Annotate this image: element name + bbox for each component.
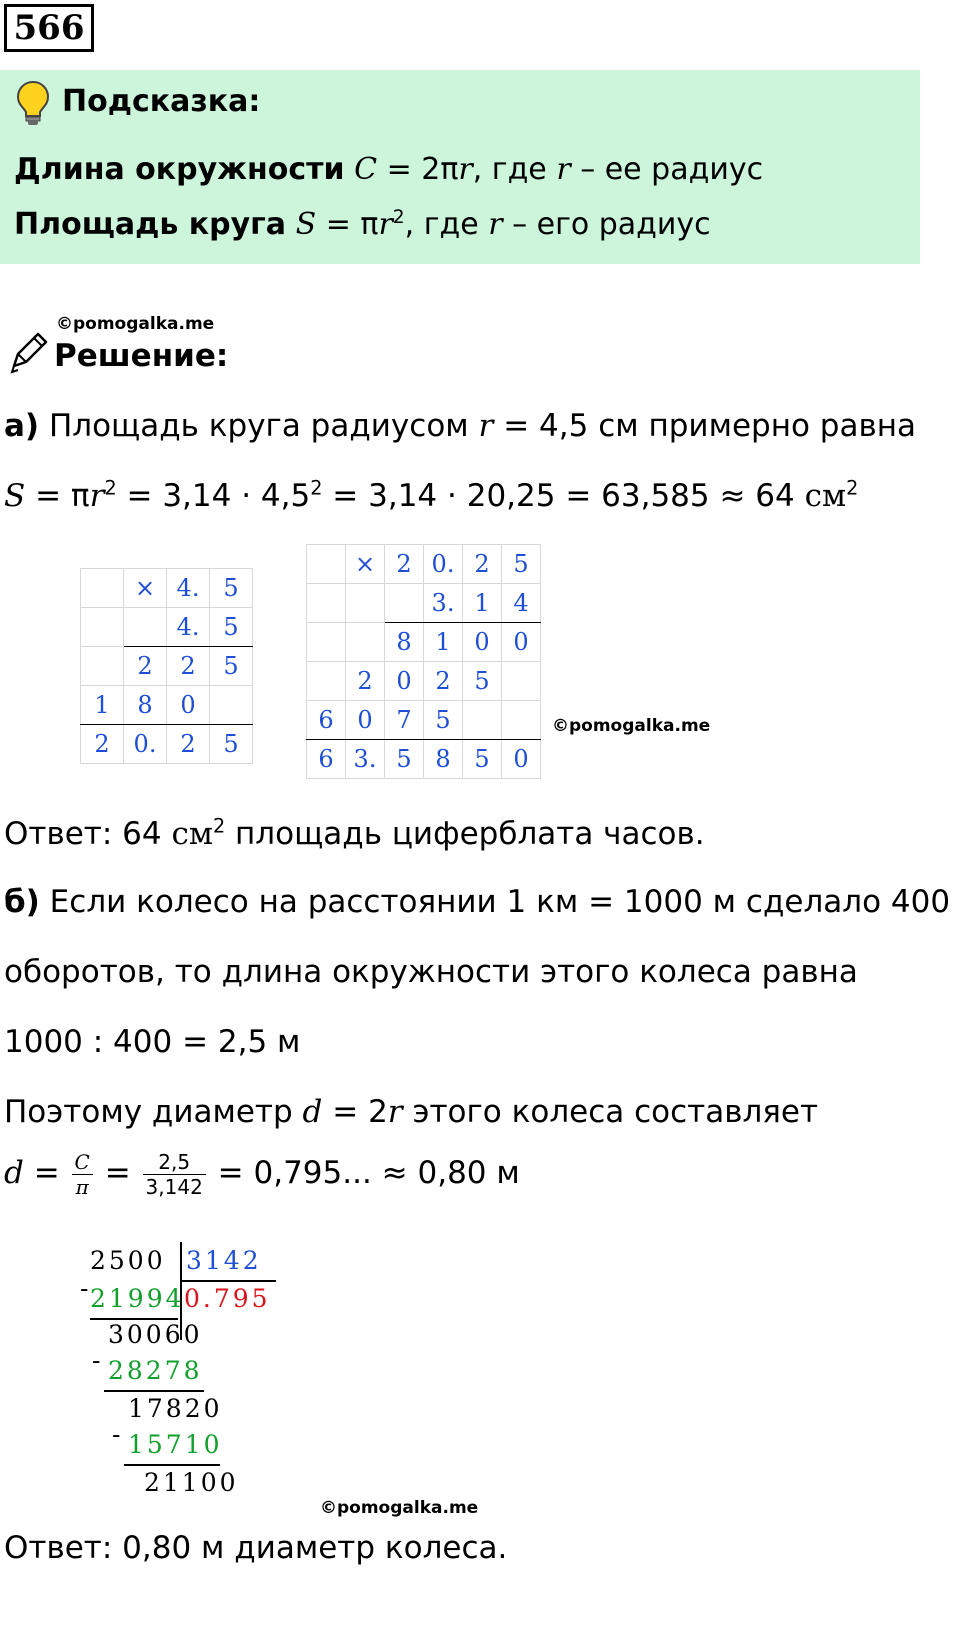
grid-cell: 4 bbox=[502, 584, 541, 623]
multiplication-grid-1 bbox=[80, 568, 253, 764]
lightbulb-icon bbox=[16, 80, 50, 126]
grid-cell bbox=[502, 662, 541, 701]
grid-cell bbox=[463, 701, 502, 740]
grid-cell: 5 bbox=[210, 608, 253, 647]
grid-cell: × bbox=[346, 545, 385, 584]
grid-cell bbox=[81, 569, 124, 608]
grid-cell: 5 bbox=[210, 569, 253, 608]
minus-sign: - bbox=[112, 1420, 124, 1449]
minus-sign: - bbox=[80, 1274, 92, 1303]
pencil-icon bbox=[6, 330, 50, 374]
division-line-2 bbox=[104, 1390, 204, 1392]
grid-cell: 2 bbox=[81, 725, 124, 764]
grid-cell: × bbox=[124, 569, 167, 608]
division-subtrahend-3: 15710 bbox=[128, 1430, 223, 1459]
division-quotient: 0.795 bbox=[184, 1284, 271, 1313]
part-b-line-3: 1000 : 400 = 2,5 м bbox=[4, 1024, 301, 1060]
part-b-line-1: б) Если колесо на расстоянии 1 км = 1000 м сделало 400 bbox=[4, 884, 951, 920]
grid-cell: 1 bbox=[81, 686, 124, 725]
grid-cell: 5 bbox=[385, 740, 424, 779]
grid-cell: 2 bbox=[124, 647, 167, 686]
grid-cell: 8 bbox=[424, 740, 463, 779]
grid-cell: 2 bbox=[385, 545, 424, 584]
grid-row bbox=[307, 701, 541, 740]
grid-cell: 6 bbox=[307, 701, 346, 740]
grid-cell: 5 bbox=[210, 725, 253, 764]
minus-sign: - bbox=[92, 1346, 104, 1375]
grid-cell: 4. bbox=[167, 608, 210, 647]
grid-cell: 2 bbox=[167, 647, 210, 686]
grid-cell: 0 bbox=[346, 701, 385, 740]
grid-cell bbox=[307, 623, 346, 662]
division-subtrahend-1: 21994 bbox=[90, 1284, 185, 1313]
grid-cell: 1 bbox=[463, 584, 502, 623]
grid-cell bbox=[502, 701, 541, 740]
grid-cell bbox=[81, 608, 124, 647]
multiplication-grid-2 bbox=[306, 544, 541, 779]
grid-cell: 4. bbox=[167, 569, 210, 608]
grid-cell bbox=[210, 686, 253, 725]
grid-cell: 5 bbox=[463, 740, 502, 779]
grid-row bbox=[81, 647, 253, 686]
hint-title: Подсказка: bbox=[62, 84, 261, 119]
part-b-diameter-formula: d = $\frac{C}{\pi}$ = $\frac{2,5}{3,142}$ = 0,795... ≈ 0,80 м bbox=[4, 1150, 520, 1199]
grid-cell: 0 bbox=[167, 686, 210, 725]
grid-cell: 2 bbox=[346, 662, 385, 701]
grid-cell: 0 bbox=[385, 662, 424, 701]
grid-cell bbox=[385, 584, 424, 623]
grid-cell: 5 bbox=[502, 545, 541, 584]
part-b-answer: Ответ: 0,80 м диаметр колеса. bbox=[4, 1530, 508, 1566]
grid-row bbox=[81, 686, 253, 725]
part-a-answer: Ответ: 64 $см^2$ площадь циферблата часов. bbox=[4, 814, 705, 852]
grid-cell: 8 bbox=[385, 623, 424, 662]
division-remainder-2: 17820 bbox=[128, 1394, 223, 1423]
grid-cell: 7 bbox=[385, 701, 424, 740]
grid-cell: 0 bbox=[502, 740, 541, 779]
hint-area: Площадь круга $S = \pi r^2$, где r – его радиус bbox=[14, 207, 711, 242]
grid-row bbox=[307, 584, 541, 623]
grid-cell: 6 bbox=[307, 740, 346, 779]
grid-cell: 8 bbox=[124, 686, 167, 725]
division-divisor: 3142 bbox=[186, 1246, 262, 1275]
grid-cell: 3. bbox=[346, 740, 385, 779]
grid-row bbox=[81, 725, 253, 764]
part-a-text: а) Площадь круга радиусом r = 4,5 см примерно равна bbox=[4, 408, 917, 444]
grid-cell: 5 bbox=[424, 701, 463, 740]
grid-cell: 5 bbox=[210, 647, 253, 686]
grid-cell: 2 bbox=[167, 725, 210, 764]
division-dividend: 2500 bbox=[90, 1246, 166, 1275]
task-number: 566 bbox=[4, 4, 94, 52]
grid-row bbox=[307, 662, 541, 701]
grid-cell: 1 bbox=[424, 623, 463, 662]
grid-row bbox=[307, 740, 541, 779]
watermark: ©pomogalka.me bbox=[320, 1498, 479, 1518]
grid-cell bbox=[307, 545, 346, 584]
part-a-formula: $S = \pi r^2 = 3,14 \cdot 4,5^2 = 3,14 \cdot 20,25 = 63,585 \approx 64$ $см^2$ bbox=[4, 476, 859, 514]
grid-cell: 0. bbox=[124, 725, 167, 764]
division-remainder-1: 30060 bbox=[108, 1320, 203, 1349]
watermark: ©pomogalka.me bbox=[56, 314, 215, 334]
part-b-line-4: Поэтому диаметр d = 2r этого колеса составляет bbox=[4, 1094, 819, 1130]
division-remainder-3: 21100 bbox=[144, 1468, 239, 1497]
division-subtrahend-2: 28278 bbox=[108, 1356, 203, 1385]
grid-row bbox=[81, 608, 253, 647]
grid-row bbox=[81, 569, 253, 608]
fraction-c-over-pi: $\frac{C}{\pi}$ bbox=[72, 1150, 93, 1199]
grid-cell: 0. bbox=[424, 545, 463, 584]
grid-cell: 2 bbox=[424, 662, 463, 701]
grid-cell: 0 bbox=[463, 623, 502, 662]
grid-cell bbox=[307, 662, 346, 701]
solution-title: Решение: bbox=[54, 338, 229, 374]
division-line-3 bbox=[124, 1464, 220, 1466]
grid-row bbox=[307, 623, 541, 662]
grid-cell bbox=[307, 584, 346, 623]
hint-circumference: Длина окружности C = 2πr, где r – ее радиус bbox=[14, 152, 764, 187]
grid-row bbox=[307, 545, 541, 584]
grid-cell: 0 bbox=[502, 623, 541, 662]
grid-cell bbox=[346, 623, 385, 662]
grid-cell: 2 bbox=[463, 545, 502, 584]
watermark: ©pomogalka.me bbox=[552, 716, 711, 736]
fraction-2-5-over-3-142: $\frac{2,5}{3,142}$ bbox=[143, 1150, 206, 1199]
grid-cell: 5 bbox=[463, 662, 502, 701]
divisor-underline bbox=[180, 1280, 276, 1282]
grid-cell bbox=[124, 608, 167, 647]
grid-cell bbox=[346, 584, 385, 623]
grid-cell bbox=[81, 647, 124, 686]
part-b-line-2: оборотов, то длина окружности этого колеса равна bbox=[4, 954, 858, 990]
grid-cell: 3. bbox=[424, 584, 463, 623]
